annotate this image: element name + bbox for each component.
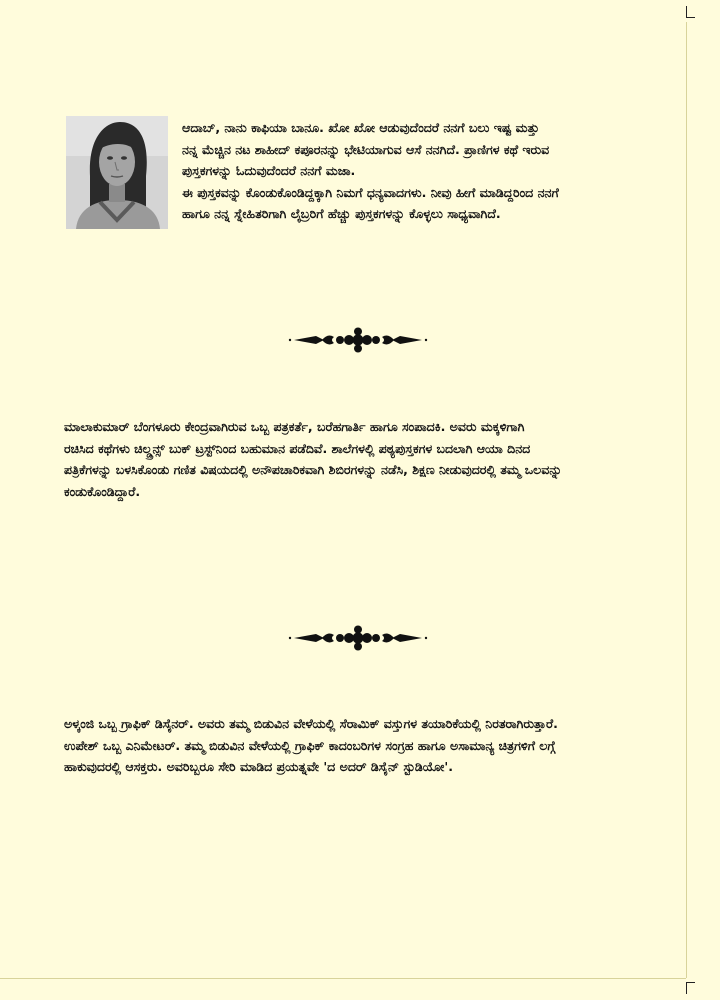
author-bio-line: ಕಂಡುಕೊಂಡಿದ್ದಾರೆ.	[64, 483, 141, 499]
illustrator-bio-line: ಹಾಗೂ ನನ್ನ ಸ್ನೇಹಿತರಿಗಾಗಿ ಲೈಬ್ರರಿಗೆ ಹೆಚ್ಚು ಪುಸ್ತಕಗಳನ್ನು ಕೊಳ್ಳಲು ಸಾಧ್ಯವಾಗಿದೆ.	[182, 206, 501, 221]
trim-line-right	[686, 22, 687, 978]
illustrator-photo	[66, 116, 168, 229]
trim-line-bottom	[0, 978, 686, 979]
designers-bio-line: ಅಳ್ಕಂಜಿ ಒಬ್ಬ ಗ್ರಾಫಿಕ್ ಡಿಸೈನರ್. ಅವರು ತಮ್ಮ ಬಿಡುವಿನ ವೇಳೆಯಲ್ಲಿ ಸೆರಾಮಿಕ್ ವಸ್ತುಗಳ ತಯಾರಿಕೆಯಲ್ಲಿ ನಿರತರಾಗಿರುತ್ತಾರೆ.	[64, 716, 558, 731]
ornament-divider	[288, 625, 428, 651]
crop-mark-bottom-right-v	[686, 982, 687, 994]
author-bio-line: ಮಾಲಾಕುಮಾರ್ ಬೆಂಗಳೂರು ಕೇಂದ್ರವಾಗಿರುವ ಒಬ್ಬ ಪತ್ರಕರ್ತೆ, ಬರೆಹಗಾರ್ತಿ ಹಾಗೂ ಸಂಪಾದಕಿ. ಅವರು ಮಕ್ಕಳಿಗಾಗಿ	[64, 419, 525, 434]
author-bio	[64, 416, 654, 502]
illustrator-bio-line: ನನ್ನ ಮೆಚ್ಚಿನ ನಟ ಶಾಹೀದ್ ಕಪೂರನನ್ನು ಭೇಟಿಯಾಗುವ ಆಸೆ ನನಗಿದೆ. ಪ್ರಾಣಿಗಳ ಕಥೆ ಇರುವ	[182, 141, 550, 157]
designers-bio	[64, 713, 654, 778]
illustrator-bio-line: ಪುಸ್ತಕಗಳನ್ನು ಓದುವುದೆಂದರೆ ನನಗೆ ಮಜಾ.	[182, 163, 356, 178]
illustrator-bio	[182, 117, 652, 225]
designers-bio-line: ಉಪೇಶ್ ಒಬ್ಬ ಎನಿಮೇಟರ್. ತಮ್ಮ ಬಿಡುವಿನ ವೇಳೆಯಲ್ಲಿ ಗ್ರಾಫಿಕ್ ಕಾದಂಬರಿಗಳ ಸಂಗ್ರಹ ಹಾಗೂ ಅಸಾಮಾನ್ಯ ಚಿತ್ರಗಳಿಗೆ ಲಗ್ಗೆ	[64, 737, 556, 753]
author-bio-line: ಪತ್ರಿಕೆಗಳನ್ನು ಬಳಸಿಕೊಂಡು ಗಣಿತ ವಿಷಯದಲ್ಲಿ ಅನೌಪಚಾರಿಕವಾಗಿ ಶಿಬಿರಗಳನ್ನು ನಡೆಸಿ, ಶಿಕ್ಷಣ ನೀಡುವುದರಲ್ಲಿ ತಮ್ಮ ಒಲವನ್ನು	[64, 462, 562, 477]
illustrator-bio-line: ಈ ಪುಸ್ತಕವನ್ನು ಕೊಂಡುಕೊಂಡಿದ್ದಕ್ಕಾಗಿ ನಿಮಗೆ ಧನ್ಯವಾದಗಳು. ನೀವು ಹೀಗೆ ಮಾಡಿದ್ದರಿಂದ ನನಗೆ	[182, 184, 559, 200]
ornament-divider	[288, 327, 428, 353]
crop-mark-bottom-right-h	[686, 982, 695, 983]
illustrator-bio-line: ಆದಾಬ್, ನಾನು ಕಾಫಿಯಾ ಬಾನೂ. ಖೋ ಖೋ ಆಡುವುದೆಂದರೆ ನನಗೆ ಬಲು ಇಷ್ಟ ಮತ್ತು	[182, 120, 540, 135]
designers-bio-line: ಹಾಕುವುದರಲ್ಲಿ ಆಸಕ್ತರು. ಅವರಿಬ್ಬರೂ ಸೇರಿ ಮಾಡಿದ ಪ್ರಯತ್ನವೇ 'ದ ಅದರ್ ಡಿಸೈನ್ ಸ್ಟುಡಿಯೋ'.	[64, 759, 453, 774]
author-bio-line: ರಚಿಸಿದ ಕಥೆಗಳು ಚಿಲ್ಡ್ರನ್ಸ್ ಬುಕ್ ಟ್ರಸ್ಟ್‌ನಿಂದ ಬಹುಮಾನ ಪಡೆದಿವೆ. ಶಾಲೆಗಳಲ್ಲಿ ಪಠ್ಯಪುಸ್ತಕಗಳ ಬದಲಾಗಿ ಆಯಾ ದಿನದ	[64, 440, 531, 456]
crop-mark-top-right-h	[686, 17, 695, 18]
